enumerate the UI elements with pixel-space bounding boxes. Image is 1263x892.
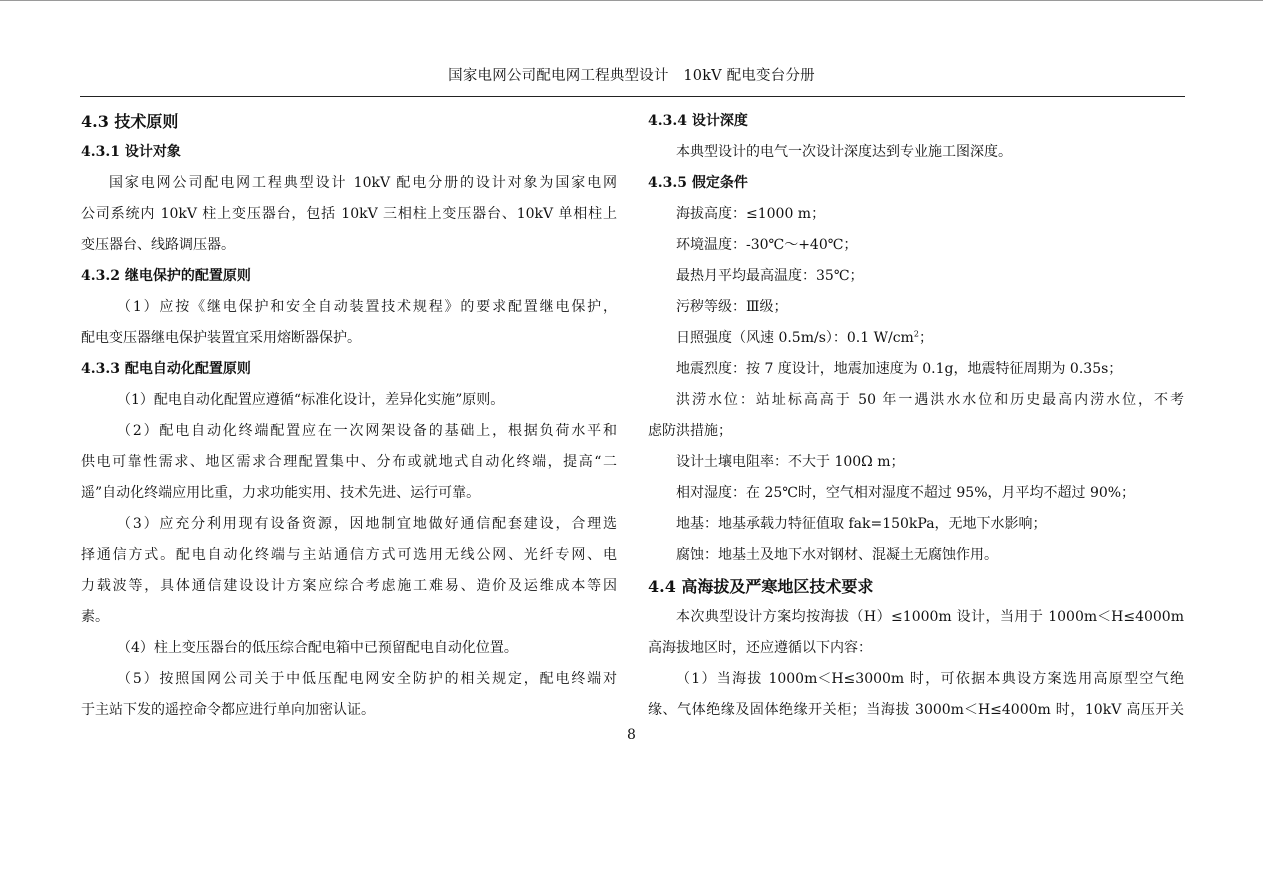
text-line [648,323,1184,354]
line-text: 设计土壤电阻率：不大于 100Ω m； [676,454,905,470]
text-line [81,540,617,571]
line-text: 海拔高度：≤1000 m； [676,206,826,222]
line-text: （1）配电自动化配置应遵循“标准化设计，差异化实施”原则。 [117,392,505,408]
line-text: 地基：地基承载力特征值取 fak=150kPa，无地下水影响； [676,516,1047,532]
text-line [648,137,1184,168]
line-text: 日照强度（风速 0.5m/s）：0.1 W/cm [676,330,914,346]
text-line [81,199,617,230]
text-line [648,478,1184,509]
line-text: 环境温度：-30℃～+40℃； [676,237,858,253]
section-heading [81,106,617,137]
text-line [81,602,617,633]
text-line [81,385,617,416]
text-line [81,695,617,726]
text-line [648,447,1184,478]
line-text: 腐蚀：地基土及地下水对钢材、混凝土无腐蚀作用。 [676,547,998,563]
line-text: 缘、气体绝缘及固体绝缘开关柜；当海拔 3000m＜H≤4000m 时，10kV 高压开关 [648,702,1184,718]
top-border-line [0,0,1263,1]
left-text-column [81,106,617,726]
line-text: 洪涝水位：站址标高高于 50 年一遇洪水水位和历史最高内涝水位，不考 [676,392,1184,408]
line-text: 于主站下发的遥控命令都应进行单向加密认证。 [81,702,375,718]
right-text-column [648,106,1184,726]
text-line [648,292,1184,323]
line-text: （3）应充分利用现有设备资源，因地制宜地做好通信配套建设，合理选 [117,516,617,532]
line-text: 地震烈度：按 7 度设计，地震加速度为 0.1g，地震特征周期为 0.35s； [676,361,1123,377]
line-text: 国家电网公司配电网工程典型设计 10kV 配电分册的设计对象为国家电网 [109,175,617,191]
line-text: 本典型设计的电气一次设计深度达到专业施工图深度。 [676,144,1012,160]
line-text: 择通信方式。配电自动化终端与主站通信方式可选用无线公网、光纤专网、电 [81,547,617,563]
line-text: 最热月平均最高温度：35℃； [676,268,864,284]
text-line [81,168,617,199]
line-text: 遥”自动化终端应用比重，力求功能实用、技术先进、运行可靠。 [81,485,481,501]
text-line [81,633,617,664]
text-line [648,199,1184,230]
text-line [648,385,1184,416]
line-suffix: ； [918,330,933,346]
line-text: （5）按照国网公司关于中低压配电网安全防护的相关规定，配电终端对 [117,671,617,687]
line-text: 4.4 高海拔及严寒地区技术要求 [648,577,874,596]
line-text: 配电变压器继电保护装置宜采用熔断器保护。 [81,330,361,346]
text-line [648,354,1184,385]
section-heading [648,106,1184,137]
line-text: 公司系统内 10kV 柱上变压器台，包括 10kV 三相柱上变压器台、10kV 单相柱上 [81,206,617,222]
line-text: 变压器台、线路调压器。 [81,237,235,253]
line-text: 素。 [81,609,109,625]
line-text: 高海拔地区时，还应遵循以下内容： [648,640,872,656]
line-text: （1）当海拔 1000m＜H≤3000m 时，可依据本典设方案选用高原型空气绝 [676,671,1184,687]
header-divider [80,96,1185,97]
text-line [81,292,617,323]
text-line [81,571,617,602]
text-line [81,323,617,354]
line-text: 4.3 技术原则 [81,112,179,131]
text-line [81,230,617,261]
line-text: 供电可靠性需求、地区需求合理配置集中、分布或就地式自动化终端，提高“二 [81,454,617,470]
line-text: 4.3.3 配电自动化配置原则 [81,361,251,377]
line-text: （4）柱上变压器台的低压综合配电箱中已预留配电自动化位置。 [117,640,518,656]
section-heading [648,168,1184,199]
text-line [648,261,1184,292]
text-line [648,695,1184,726]
line-text: 虑防洪措施； [648,423,732,439]
line-text: （1）应按《继电保护和安全自动装置技术规程》的要求配置继电保护， [117,299,617,315]
page-number: 8 [627,727,636,743]
line-text: 力载波等，具体通信建设设计方案应综合考虑施工难易、造价及运维成本等因 [81,578,617,594]
line-text: 污秽等级：Ⅲ级； [676,299,788,315]
text-line [81,416,617,447]
line-text: 4.3.4 设计深度 [648,113,748,129]
text-line [648,416,1184,447]
text-line [648,633,1184,664]
line-text: 本次典型设计方案均按海拔（H）≤1000m 设计，当用于 1000m＜H≤4000m [676,609,1184,625]
text-line [648,664,1184,695]
section-heading [648,571,1184,602]
section-heading [81,261,617,292]
text-line [81,478,617,509]
line-text: 4.3.2 继电保护的配置原则 [81,268,251,284]
text-line [81,664,617,695]
text-line [648,509,1184,540]
line-text: 相对湿度：在 25℃时，空气相对湿度不超过 95%，月平均不超过 90%； [676,485,1136,501]
section-heading [81,354,617,385]
text-line [648,540,1184,571]
line-text: 4.3.5 假定条件 [648,175,748,191]
section-heading [81,137,617,168]
text-line [648,602,1184,633]
line-text: （2）配电自动化终端配置应在一次网架设备的基础上，根据负荷水平和 [117,423,617,439]
text-line [81,509,617,540]
line-text: 4.3.1 设计对象 [81,144,181,160]
text-line [81,447,617,478]
running-header-title: 国家电网公司配电网工程典型设计 10kV 配电变台分册 [448,68,815,84]
text-line [648,230,1184,261]
superscript: 2 [913,329,919,339]
